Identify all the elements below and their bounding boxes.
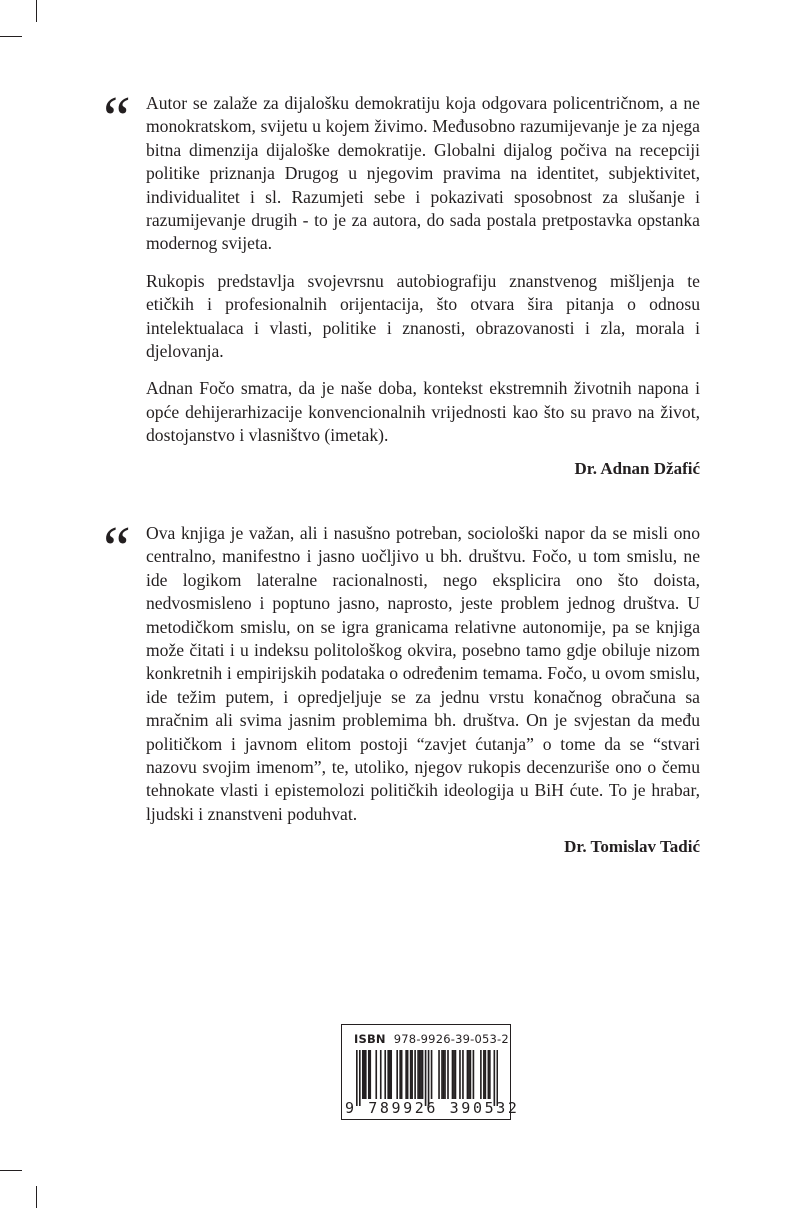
crop-mark-top-vertical [36,0,37,22]
isbn-barcode [341,1024,520,1120]
barcode-bar [410,1050,412,1099]
barcode-guard-bar [497,1050,498,1106]
barcode-bar [453,1050,455,1099]
blurb-2 [146,522,700,857]
blurb-2-signature: Dr. Tomislav Tadić [564,837,700,857]
barcode-bar [417,1050,419,1099]
blurb-1-signature: Dr. Adnan Džafić [574,458,700,478]
crop-mark-bottom-vertical [36,1186,37,1208]
barcode-bar [480,1050,482,1099]
barcode-bar [420,1050,422,1099]
isbn-label: ISBN [354,1032,386,1046]
barcode-bar [438,1050,440,1099]
barcode-bar [380,1050,382,1099]
barcode-bar [365,1050,367,1099]
barcode-bar [483,1050,485,1099]
barcode-bar [401,1050,403,1099]
blurb-1-paragraph-3: Adnan Fočo smatra, da je naše doba, kontekst ekstremnih životnih napona i opće dehijerarhizacije konvencionalnih vrijednosti kao što su pravo na život, dostojanstvo i vlasništvo (imetak). [146,378,700,446]
barcode-bar [387,1050,389,1099]
barcode-bar [467,1050,469,1099]
barcode-bar [368,1050,370,1099]
barcode-bar [462,1050,464,1099]
barcode-bar [407,1050,409,1099]
barcode-bar [473,1050,475,1099]
barcode-bar [470,1050,472,1099]
blurb-1-paragraph-1: Autor se zalaže za dijalošku demokratiju koja odgovara policentričnom, a ne monokratskom, svijetu u kojem živimo. Međusobno razumijevanje je za njega bitna dimenzija dijaloške demokratije. Globalni dijalog počiva na recepciji politike priznanja Drugog u njegovim pravima na identitet, subjektivitet, individualitet i sl. Razumjeti sebe i pokazivati sposobnost za slušanje i razumijevanje drugih - to je za autora, do sada postala pretpostavka opstanka modernog svijeta. [146,93,700,254]
barcode-bar [363,1050,365,1099]
barcode-bar [369,1050,371,1099]
barcode-bar [489,1050,491,1099]
barcode-bar [405,1050,407,1099]
isbn-digits: 9 789926 390532 [345,1099,520,1117]
barcode-bar [399,1050,401,1099]
barcode-bar [431,1050,433,1099]
barcode-bar [389,1050,391,1099]
barcode-bar [452,1050,454,1099]
isbn-label-row [354,1032,509,1046]
barcode-guard-bar [356,1050,358,1106]
barcode-bar [468,1050,470,1099]
barcode-bar [384,1050,386,1099]
barcode-bar [459,1050,461,1099]
barcode-guard-bar [494,1050,496,1106]
quote-mark-1: “ [97,85,132,153]
barcode-guard-bar [425,1050,427,1106]
barcode-bar [485,1050,487,1099]
crop-mark-top-horizontal [0,36,22,37]
blurb-1 [146,92,700,479]
barcode-bar [390,1050,392,1099]
blurb-2-paragraph-1: Ova knjiga je važan, ali i nasušno potreban, sociološki napor da se misli ono centralno, manifestno i jasno uočljivo u bh. društvu. Fočo, u tom smislu, ne ide logikom lateralne racionalnosti, nego eksplicira ono što doista, nedvosmisleno i poptuno jasno, naprosto, jeste problem jednog društva. U metodičkom smislu, on se igra granicama relativne autonomije, pa se knjiga može čitati i u indeksu politološkog okvira, posebno tamo gdje obiluje nizom konkretnih i empirijskih podataka o određenim temama. Fočo, u ovom smislu, ide težim putem, i opredjeljuje se za jednu vrstu konačnog obračuna sa mračnim ali svima jasnim problemima bh. društva. On je svjestan da među političkom i javnom elitom postoji “zavjet ćutanja” o tome da se “stvari nazovu svojim imenom”, te, utoliko, njegov rukopis decenzuriše ono o čemu tehnokate vlasti i epistemolozi političkih ideologija u BiH ćute. To je hrabar, ljudski i znanstveni poduhvat. [146,523,700,824]
barcode-bar [422,1050,424,1099]
barcode-bar [488,1050,490,1099]
barcode-bar [444,1050,446,1099]
barcode-bar [419,1050,421,1099]
barcode-bar [455,1050,457,1099]
barcode-bar [375,1050,377,1099]
barcode-bar [362,1050,364,1099]
barcode-guard-bar [359,1050,361,1106]
crop-mark-bottom-horizontal [0,1170,22,1171]
blurb-1-paragraph-2: Rukopis predstavlja svojevrsnu autobiografiju znanstvenog mišljenja te etičkih i profesionalnih orijentacija, što otvara šira pitanja o odnosu intelektualaca i vlasti, politike i znanosti, obrazovanosti i zla, morala i djelovanja. [146,270,700,362]
barcode-bar [396,1050,398,1099]
barcode-bar [441,1050,443,1099]
isbn-number: 978-9926-39-053-2 [393,1032,509,1046]
barcode-bar [414,1050,416,1099]
quote-mark-2: “ [97,515,132,583]
barcode-bar [447,1050,449,1099]
barcode-bar [411,1050,413,1099]
barcode-guard-bar [428,1050,430,1106]
barcode-bar [443,1050,445,1099]
